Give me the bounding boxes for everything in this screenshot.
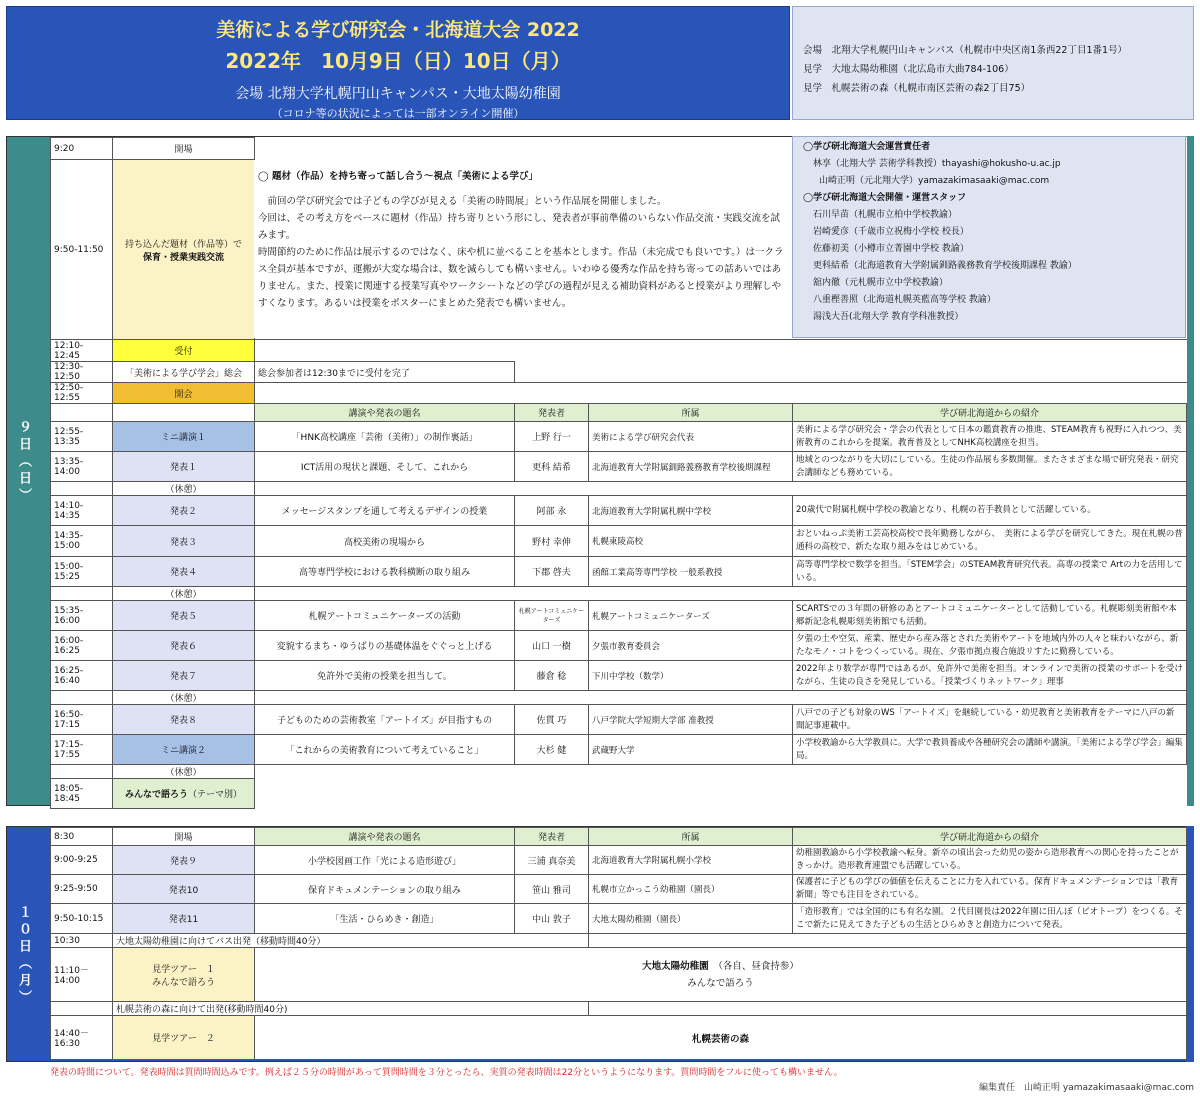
talk-row [51, 526, 1187, 557]
talk-org: 函館工業高等専門学校 一般系教授 [589, 557, 793, 587]
talk-intro: おといねっぷ美術工芸高校高校で長年勤務しながら、 美術による学びを研究してきた。現在札幌の普通科の高校で、新たな取り組みをはじめている。 [793, 526, 1187, 557]
talk-org: 武蔵野大学 [589, 735, 793, 765]
time-cell: 17:15-17:55 [51, 735, 113, 765]
general-meeting-note: 総会参加者は12:30までに受付を完了 [255, 362, 515, 383]
registration-cell: 受付 [113, 340, 255, 362]
talk-org: 北海道教育大学附属札幌中学校 [589, 496, 793, 526]
break-row [51, 765, 1187, 779]
talk-presenter: 佐貫 巧 [515, 705, 589, 735]
staff-member: 更科結希（北海道教育大学附属釧路義務教育学校後期課程 教諭） [813, 261, 1077, 271]
talk-title: 札幌アートコミュニケーターズの活動 [255, 601, 515, 631]
day1-label: ９日（日） [16, 420, 31, 505]
closing-label: みんなで語ろう [124, 790, 188, 800]
time-cell: 14:10-14:35 [51, 496, 113, 526]
closing-cell [113, 779, 255, 809]
talk-row [51, 661, 1187, 691]
day1-right-bar [1186, 136, 1194, 806]
break-label: （休憩） [113, 482, 255, 496]
time-cell: 18:05-18:45 [51, 779, 113, 809]
header-banner [6, 6, 790, 120]
tour1-cell [113, 948, 255, 1002]
talk-org: 札幌市立かっこう幼稚園（園長） [589, 875, 793, 904]
time-cell: 16:00-16:25 [51, 631, 113, 661]
talk-presenter: 野村 幸伸 [515, 526, 589, 557]
talk-kind: 発表８ [113, 705, 255, 735]
talk-presenter: 藤倉 稔 [515, 661, 589, 691]
tour1-label: 見学ツアー １ [152, 964, 215, 975]
talk-kind: 発表４ [113, 557, 255, 587]
staff-member: 山崎正明（元北翔大学）yamazakimasaaki@mac.com [819, 176, 1050, 186]
staff-box [792, 136, 1186, 338]
talk-presenter: 中山 敦子 [515, 904, 589, 934]
talk-kind: 発表７ [113, 661, 255, 691]
talk-intro: 幼稚園教諭から小学校教諭へ転身。新卒の頃出会った幼児の姿から造形教育への関心を持ったことがきっかけ。造形教育連盟でも活躍している。 [793, 846, 1187, 875]
break-row [51, 587, 1187, 601]
event-title: 美術による学び研究会・北海道大会 2022 [216, 19, 580, 41]
talk-presenter: 大杉 健 [515, 735, 589, 765]
break-label: （休憩） [113, 691, 255, 705]
talk-row [51, 452, 1187, 482]
talk-presenter: 更科 結希 [515, 452, 589, 482]
staff-member: 佐藤初美（小樽市立菁園中学校 教諭） [813, 244, 969, 254]
tour1-place: 大地太陽幼稚園 [642, 960, 709, 972]
talk-presenter: 笹山 雅司 [515, 875, 589, 904]
col-intro: 学び研北海道からの紹介 [793, 828, 1187, 846]
talk-row [51, 846, 1187, 875]
col-intro: 学び研北海道からの紹介 [793, 404, 1187, 422]
talk-kind: 発表10 [113, 875, 255, 904]
talk-kind: ミニ講演１ [113, 422, 255, 452]
talk-org: 札幌アートコミュニケーターズ [589, 601, 793, 631]
time-cell: 11:10－14:00 [51, 948, 113, 1002]
talk-presenter: 下郡 啓夫 [515, 557, 589, 587]
talk-row [51, 422, 1187, 452]
time-cell: 15:00-15:25 [51, 557, 113, 587]
session-description-para: 今回は、その考え方をベースに題材（作品）持ち寄りという形にし、発表者が事前準備のいらない作品交流・実践交流を試みます。 [258, 213, 781, 241]
column-header-row [51, 404, 1187, 422]
tour1-place-cell [255, 948, 1187, 1002]
talk-title: 子どものための芸術教室「アートイズ」が目指すもの [255, 705, 515, 735]
tour-row [51, 1016, 1187, 1060]
schedule-row [51, 383, 1187, 404]
time-cell: 9:00-9:25 [51, 846, 113, 875]
talk-title: メッセージスタンプを通して考えるデザインの授業 [255, 496, 515, 526]
staff-heading: ◯学び研北海道大会開催・運営スタッフ [803, 193, 967, 203]
staff-member: 岩崎愛彦（千歳市立祝梅小学校 校長） [813, 227, 969, 237]
time-cell: 16:50-17:15 [51, 705, 113, 735]
time-note: 発表の時間について。発表時間は質問時間込みです。例えば２５分の時間があって質問時間を３分とったら、実質の発表時間は22分というようになります。質問時間をフルに使っても構いません。 [50, 1068, 843, 1078]
talk-row [51, 904, 1187, 934]
col-title: 講演や発表の題名 [255, 404, 515, 422]
talk-title: 「生活・ひらめき・創造」 [255, 904, 515, 934]
col-org: 所属 [589, 828, 793, 846]
venue-item: 会場 北翔大学札幌円山キャンパス（札幌市中央区南1条西22丁目1番1号） [803, 45, 1128, 56]
talk-title: 免許外で美術の授業を担当して。 [255, 661, 515, 691]
talk-row [51, 735, 1187, 765]
talk-kind: 発表３ [113, 526, 255, 557]
talk-title: 「これからの美術教育について考えていること」 [255, 735, 515, 765]
talk-presenter: 阿部 永 [515, 496, 589, 526]
bus-row [51, 1002, 1187, 1016]
talk-title: 「HNK高校講座「芸術（美術）」の制作裏話」 [255, 422, 515, 452]
talk-presenter: 札幌アートコミュニケーターズ [515, 601, 589, 631]
talk-org: 夕張市教育委員会 [589, 631, 793, 661]
talk-org: 北海道教育大学附属札幌小学校 [589, 846, 793, 875]
bus-row [51, 934, 1187, 948]
time-cell: 14:40－16:30 [51, 1016, 113, 1060]
talk-kind: 発表11 [113, 904, 255, 934]
time-cell: 12:55-13:35 [51, 422, 113, 452]
column-header-row [51, 828, 1187, 846]
staff-member: 林享（北翔大学 芸術学科教授）thayashi@hokusho-u.ac.jp [813, 159, 1061, 169]
talk-org: 下川中学校（数学） [589, 661, 793, 691]
time-cell: 12:50-12:55 [51, 383, 113, 404]
time-cell: 10:30 [51, 934, 113, 948]
talk-intro: 八戸での子ども対象のWS「アートイズ」を継続している・幼児教育と美術教育をテーマに八戸の新聞記事連載中。 [793, 705, 1187, 735]
venue-list [792, 6, 1194, 120]
schedule-row [51, 362, 1187, 383]
time-cell: 9:50-11:50 [51, 160, 113, 340]
talk-intro: 小学校教諭から大学教員に。大学で教員養成や各種研究会の講師や講演。「美術による学び学会」編集局。 [793, 735, 1187, 765]
staff-member: 湯浅大吾(北翔大学 教育学科准教授） [813, 312, 964, 322]
day2-schedule [50, 827, 1187, 1060]
talk-row [51, 496, 1187, 526]
day2-label: １０日（月） [16, 905, 31, 1007]
tour2-label: 見学ツアー ２ [113, 1016, 255, 1060]
time-cell: 8:30 [51, 828, 113, 846]
talk-row [51, 601, 1187, 631]
open-cell: 開場 [113, 828, 255, 846]
event-venue: 会場 北翔大学札幌円山キャンパス・大地太陽幼稚園 [235, 86, 561, 102]
talk-kind: 発表２ [113, 496, 255, 526]
time-cell: 14:35-15:00 [51, 526, 113, 557]
talk-kind: 発表９ [113, 846, 255, 875]
talk-intro: 保護者に子どもの学びの価値を伝えることに力を入れている。保育ドキュメンテーションでは「教育新聞」等でも注目をされている。 [793, 875, 1187, 904]
break-row [51, 691, 1187, 705]
bus-label: 大地太陽幼稚園に向けてバス出発（移動時間40分） [113, 934, 589, 948]
session-description-title: ◯ 題材（作品）を持ち寄って話し合う〜視点「美術による学び」 [258, 171, 538, 182]
closing-row [51, 779, 1187, 809]
break-row [51, 482, 1187, 496]
session-label-strong: 保育・授業実践交流 [142, 252, 224, 263]
talk-intro: SCARTSでの３年間の研修のあとアートコミュニケーターとして活動している。札幌彫刻美術館や本郷新記念札幌彫刻美術館でも活動。 [793, 601, 1187, 631]
talk-title: 高等専門学校における教科横断の取り組み [255, 557, 515, 587]
col-presenter: 発表者 [515, 404, 589, 422]
time-cell: 9:20 [51, 138, 113, 160]
session-description-para: 時間節約のために作品は展示するのではなく、床や机に並べることを基本とします。作品（未完成でも良いです。）は一クラス全員が基本ですが、運搬が大変な場合は、数を減らしても構いません。いわゆる優秀な作品を持ち寄っての話あいではありません。また、授業に関連する授業写真やワークシートなどの学びの過程が見える補助資料があると授業がより理解しやすくなります。あるいは授業をポスターにまとめた発表でも構いません。 [258, 247, 784, 309]
break-label: （休憩） [113, 587, 255, 601]
col-presenter: 発表者 [515, 828, 589, 846]
talk-row [51, 557, 1187, 587]
tour1-label: みんなで語ろう [151, 977, 215, 988]
time-cell: 12:30-12:50 [51, 362, 113, 383]
talk-title: 小学校図画工作「光による造形遊び」 [255, 846, 515, 875]
venue-item: 見学 大地太陽幼稚園（北広島市大曲784-106） [803, 64, 1014, 75]
session-cell [113, 160, 255, 340]
talk-intro: 高等専門学校で数学を担当。「STEM学会」のSTEAM教育研究代表。高専の授業で Artの力を活用している。 [793, 557, 1187, 587]
day2-right-bar [1186, 826, 1194, 1062]
col-org: 所属 [589, 404, 793, 422]
opening-cell: 開会 [113, 383, 255, 404]
talk-title: 変貌するまち・ゆうばりの基礎体温をぐぐっと上げる [255, 631, 515, 661]
editor-credit: 編集責任 山崎正明 yamazakimasaaki@mac.com [979, 1083, 1194, 1093]
talk-title: 高校美術の現場から [255, 526, 515, 557]
time-cell: 15:35-16:00 [51, 601, 113, 631]
session-description-para: 前回の学び研究会では子どもの学びが見える「美術の時間展」という作品展を開催しました。 [267, 196, 667, 207]
talk-org: 札幌東陵高校 [589, 526, 793, 557]
talk-intro: 20歳代で附属札幌中学校の教諭となり、札幌の若手教員として活躍している。 [793, 496, 1187, 526]
tour2-place: 札幌芸術の森 [255, 1016, 1187, 1060]
time-cell: 9:50-10:15 [51, 904, 113, 934]
time-cell: 13:35-14:00 [51, 452, 113, 482]
time-cell: 9:25-9:50 [51, 875, 113, 904]
talk-kind: 発表１ [113, 452, 255, 482]
schedule-row [51, 340, 1187, 362]
general-meeting-cell: 「美術による学び学会」総会 [113, 362, 255, 383]
tour1-sub: みんなで語ろう [687, 977, 754, 989]
talk-intro: 地域とのつながりを大切にしている。生徒の作品展も多数開催。またさまざまな場で研究発表・研究会講師なども務めている。 [793, 452, 1187, 482]
staff-heading: ◯学び研北海道大会運営責任者 [803, 142, 931, 152]
staff-member: 石川早苗（札幌市立柏中学校教諭） [813, 210, 958, 220]
talk-kind: 発表５ [113, 601, 255, 631]
talk-org: 北海道教育大学附属釧路義務教育学校後期課程 [589, 452, 793, 482]
tour-row [51, 948, 1187, 1002]
talk-intro: 「造形教育」では全国的にも有名な園。２代目園長は2022年園に田んぼ（ビオトープ）をつくる。そこで新たに見えてきた子どもの生活とひらめきと創造力について発表。 [793, 904, 1187, 934]
talk-row [51, 705, 1187, 735]
session-label: 持ち込んだ題材（作品等）で [124, 239, 242, 250]
event-note: （コロナ等の状況によっては一部オンライン開催） [271, 107, 525, 120]
talk-row [51, 875, 1187, 904]
staff-member: 八重樫善照（北海道札幌英藍高等学校 教諭） [813, 295, 996, 305]
talk-intro: 2022年より数学が専門ではあるが、免許外で美術を担当。オンラインで美術の授業のサポートを受けながら、生徒の良さを発見している。「授業づくりネットワーク」理事 [793, 661, 1187, 691]
break-label: （休憩） [113, 765, 255, 779]
talk-presenter: 山口 一樹 [515, 631, 589, 661]
talk-intro: 夕張の土や空気、産業、歴史から産み落とされた美術やアートを地域内外の人々と味わいながら、新たなモノ・コトをつくっている。現在、夕張市拠点複合施設リすたに勤務している。 [793, 631, 1187, 661]
staff-member: 舘内徹（元札幌市立中学校教諭） [813, 278, 949, 288]
talk-title: ICT活用の現状と課題、そして、これから [255, 452, 515, 482]
talk-org: 八戸学院大学短期大学部 准教授 [589, 705, 793, 735]
talk-kind: 発表６ [113, 631, 255, 661]
talk-title: 保育ドキュメンテーションの取り組み [255, 875, 515, 904]
bus-label: 札幌芸術の森に向けて出発(移動時間40分) [113, 1002, 589, 1016]
talk-presenter: 三浦 真奈美 [515, 846, 589, 875]
tour1-place-note: （各自、昼食持参） [718, 960, 799, 972]
session-description [254, 160, 788, 338]
talk-org: 美術による学び研究会代表 [589, 422, 793, 452]
time-cell: 12:10-12:45 [51, 340, 113, 362]
talk-intro: 美術による学び研究会・学会の代表として日本の鑑賞教育の推進、STEAM教育も視野に入れつつ、美術教育のこれからを提案。教育普及としてNHK高校講座を担当。 [793, 422, 1187, 452]
col-title: 講演や発表の題名 [255, 828, 515, 846]
time-cell: 16:25-16:40 [51, 661, 113, 691]
closing-sub: （テーマ別） [188, 790, 243, 800]
talk-kind: ミニ講演２ [113, 735, 255, 765]
talk-org: 大地太陽幼稚園（園長） [589, 904, 793, 934]
open-cell: 開場 [113, 138, 255, 160]
venue-item: 見学 札幌芸術の森（札幌市南区芸術の森2丁目75） [803, 83, 1031, 94]
talk-presenter: 上野 行一 [515, 422, 589, 452]
talk-row [51, 631, 1187, 661]
event-dates: 2022年 10月9日（日）10日（月） [225, 49, 571, 73]
